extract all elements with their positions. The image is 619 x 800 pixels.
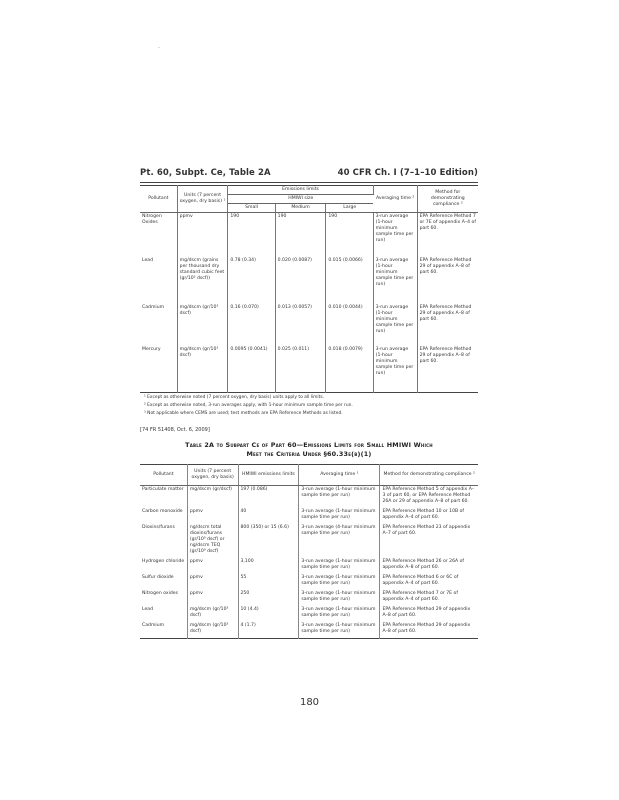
table-row [140, 257, 478, 304]
caption-line-1: Table 2A to Subpart Ce of Part 60—Emissions Limits for Small HMIWI Which [185, 441, 433, 449]
cell-units: mg/dscm (gr/10³ dscf) [177, 346, 228, 393]
t2-header-units: Units (7 percent oxygen, dry basis) [187, 465, 238, 486]
table-caption [140, 441, 478, 459]
document-page [140, 168, 478, 639]
emissions-table-1 [140, 185, 478, 393]
cell-large: 0.018 (0.0079) [326, 346, 373, 393]
table-row [140, 574, 478, 590]
cell-pollutant: Carbon monoxide [140, 508, 187, 524]
cell-method: EPA Reference Method 29 of appendix A–8 of part 60. [419, 347, 472, 364]
cell-small: 0.78 (0.34) [228, 257, 275, 304]
cell-averaging: 3-run average (1-hour minimum sample time per run) [299, 508, 380, 524]
cell-pollutant: Nitrogen Oxides [140, 213, 177, 258]
table-row [140, 508, 478, 524]
cell-pollutant: Nitrogen oxides [140, 590, 187, 606]
page-mark: . [158, 43, 160, 50]
cell-small: 0.16 (0.070) [228, 304, 275, 346]
cell-limits: 197 (0.086) [238, 486, 299, 509]
cell-pollutant: Lead [140, 606, 187, 622]
cell-units: mg/dscm (gr/10³ dscf) [177, 304, 228, 346]
table-row [140, 524, 478, 558]
cell-units: ppmv [187, 574, 238, 590]
cell-averaging: 3-run average (1-hour minimum sample time per run) [299, 590, 380, 606]
table-row [140, 213, 478, 258]
cell-pollutant: Cadmium [140, 304, 177, 346]
footnote: ¹ Except as otherwise noted (7 percent oxygen, dry basis) units apply to all limits. [144, 395, 325, 400]
t1-header-large: Large [326, 204, 373, 213]
cell-averaging: 3-run average (1-hour minimum sample time per run) [299, 574, 380, 590]
t1-header-units: Units (7 percent oxygen, dry basis) ¹ [177, 186, 228, 213]
cell-units: ppmv [187, 590, 238, 606]
cell-method: EPA Reference Method 26 or 26A of appendix A–8 of part 60. [382, 559, 465, 570]
cell-units: ng/dscm total dioxins/furans (gr/10⁹ dscf) or ng/dscm TEQ (gr/10⁹ dscf) [187, 524, 238, 558]
emissions-table-2a [140, 464, 478, 639]
t1-header-method: Method for demonstrating compliance ³ [417, 186, 478, 213]
cell-limits: 40 [238, 508, 299, 524]
cell-pollutant: Dioxins/furans [140, 524, 187, 558]
cell-units: mg/dscm (gr/dscf) [187, 486, 238, 509]
cell-method: EPA Reference Method 6 or 6C of appendix A–4 of part 60. [382, 575, 459, 586]
header-left: Pt. 60, Subpt. Ce, Table 2A [140, 168, 271, 178]
cell-averaging: 3-run average (1-hour minimum sample time per run) [299, 486, 380, 509]
table-row [140, 346, 478, 393]
cell-limits: 800 (350) or 15 (6.6) [238, 524, 299, 558]
caption-line-2: Meet the Criteria Under §60.33e(b)(1) [246, 450, 372, 458]
cell-large: 0.015 (0.0066) [326, 257, 373, 304]
table-row [140, 622, 478, 639]
page-number: 180 [299, 697, 320, 708]
header-right: 40 CFR Ch. I (7–1–10 Edition) [337, 168, 478, 178]
cell-method: EPA Reference Method 29 of appendix A–8 of part 60. [419, 258, 472, 275]
table-row [140, 486, 478, 509]
table-row [140, 304, 478, 346]
cell-units: ppmv [187, 558, 238, 574]
cell-method: EPA Reference Method 5 of appendix A–3 of part 60, or EPA Reference Method 26A or 29 of appendix A–8 of part 60. [382, 487, 475, 504]
cell-method: EPA Reference Method 29 of appendix A–8 of part 60. [419, 305, 472, 322]
cell-averaging: 3-run average (4-hour minimum sample time per run) [299, 524, 380, 558]
cell-small: 0.0095 (0.0041) [228, 346, 275, 393]
cell-pollutant: Mercury [140, 346, 177, 393]
cell-pollutant: Hydrogen chloride [140, 558, 187, 574]
t1-header-emissions-limits: Emissions limits [228, 186, 373, 195]
cell-pollutant: Cadmium [140, 622, 187, 639]
cell-units: ppmv [177, 213, 228, 258]
cell-pollutant: Particulate matter [140, 486, 187, 509]
table-row [140, 606, 478, 622]
footnote: ² Except as otherwise noted, 3-run averages apply, with 1-hour minimum sample time per run. [144, 403, 353, 408]
cell-method: EPA Reference Method 10 or 10B of appendix A–4 of part 60. [382, 509, 465, 520]
cell-limits: 55 [238, 574, 299, 590]
cell-averaging: 3-run average (1-hour minimum sample time per run) [373, 304, 417, 346]
t1-header-small: Small [228, 204, 275, 213]
cell-medium: 0.025 (0.011) [275, 346, 326, 393]
cell-averaging: 3-run average (1-hour minimum sample time per run) [373, 257, 417, 304]
cell-averaging: 3-run average (1-hour minimum sample time per run) [373, 346, 417, 393]
cell-limits: 250 [238, 590, 299, 606]
cell-limits: 10 (4.4) [238, 606, 299, 622]
cell-units: mg/dscm (grains per thousand dry standard cubic feet (gr/10³ dscf)) [177, 257, 228, 304]
cell-units: mg/dscm (gr/10³ dscf) [187, 622, 238, 639]
cell-averaging: 3-run average (1-hour minimum sample time per run) [299, 606, 380, 622]
running-header [140, 168, 478, 183]
t1-header-pollutant: Pollutant [140, 186, 177, 213]
cell-averaging: 3-run average (1-hour minimum sample time per run) [373, 213, 417, 258]
cell-large: 190 [326, 213, 373, 258]
cell-method: EPA Reference Method 7 or 7E of appendix A–4 of part 60. [382, 591, 458, 602]
cell-limits: 3,100 [238, 558, 299, 574]
cell-method: EPA Reference Method 7 or 7E of appendix A–4 of part 60. [419, 214, 476, 231]
cell-method: EPA Reference Method 29 of appendix A–8 of part 60. [382, 623, 471, 634]
table-row [140, 590, 478, 606]
citation: [74 FR 51408, Oct. 6, 2009] [140, 427, 210, 433]
footnote: ³ Not applicable where CEMS are used; test methods are EPA Reference Methods as listed. [144, 411, 343, 416]
cell-method: EPA Reference Method 29 of appendix A–8 of part 60. [382, 607, 471, 618]
table-row [140, 558, 478, 574]
t2-header-averaging: Averaging time ¹ [299, 465, 380, 486]
t2-header-limits: HMIWI emissions limits [238, 465, 299, 486]
cell-medium: 0.020 (0.0087) [275, 257, 326, 304]
t2-header-method: Method for demonstrating compliance ² [380, 465, 478, 486]
cell-units: ppmv [187, 508, 238, 524]
cell-large: 0.010 (0.0044) [326, 304, 373, 346]
cell-pollutant: Lead [140, 257, 177, 304]
cell-medium: 0.013 (0.0057) [275, 304, 326, 346]
cell-averaging: 3-run average (1-hour minimum sample time per run) [299, 622, 380, 639]
t1-header-medium: Medium [275, 204, 326, 213]
cell-small: 190 [228, 213, 275, 258]
cell-averaging: 3-run average (1-hour minimum sample time per run) [299, 558, 380, 574]
t1-header-averaging: Averaging time ² [373, 186, 417, 213]
cell-pollutant: Sulfur dioxide [140, 574, 187, 590]
cell-medium: 190 [275, 213, 326, 258]
cell-units: mg/dscm (gr/10³ dscf) [187, 606, 238, 622]
cell-limits: 4 (1.7) [238, 622, 299, 639]
t1-header-hmiwi-size: HMIWI size [228, 195, 373, 204]
t2-header-pollutant: Pollutant [140, 465, 187, 486]
cell-method: EPA Reference Method 23 of appendix A–7 of part 60. [382, 525, 471, 536]
